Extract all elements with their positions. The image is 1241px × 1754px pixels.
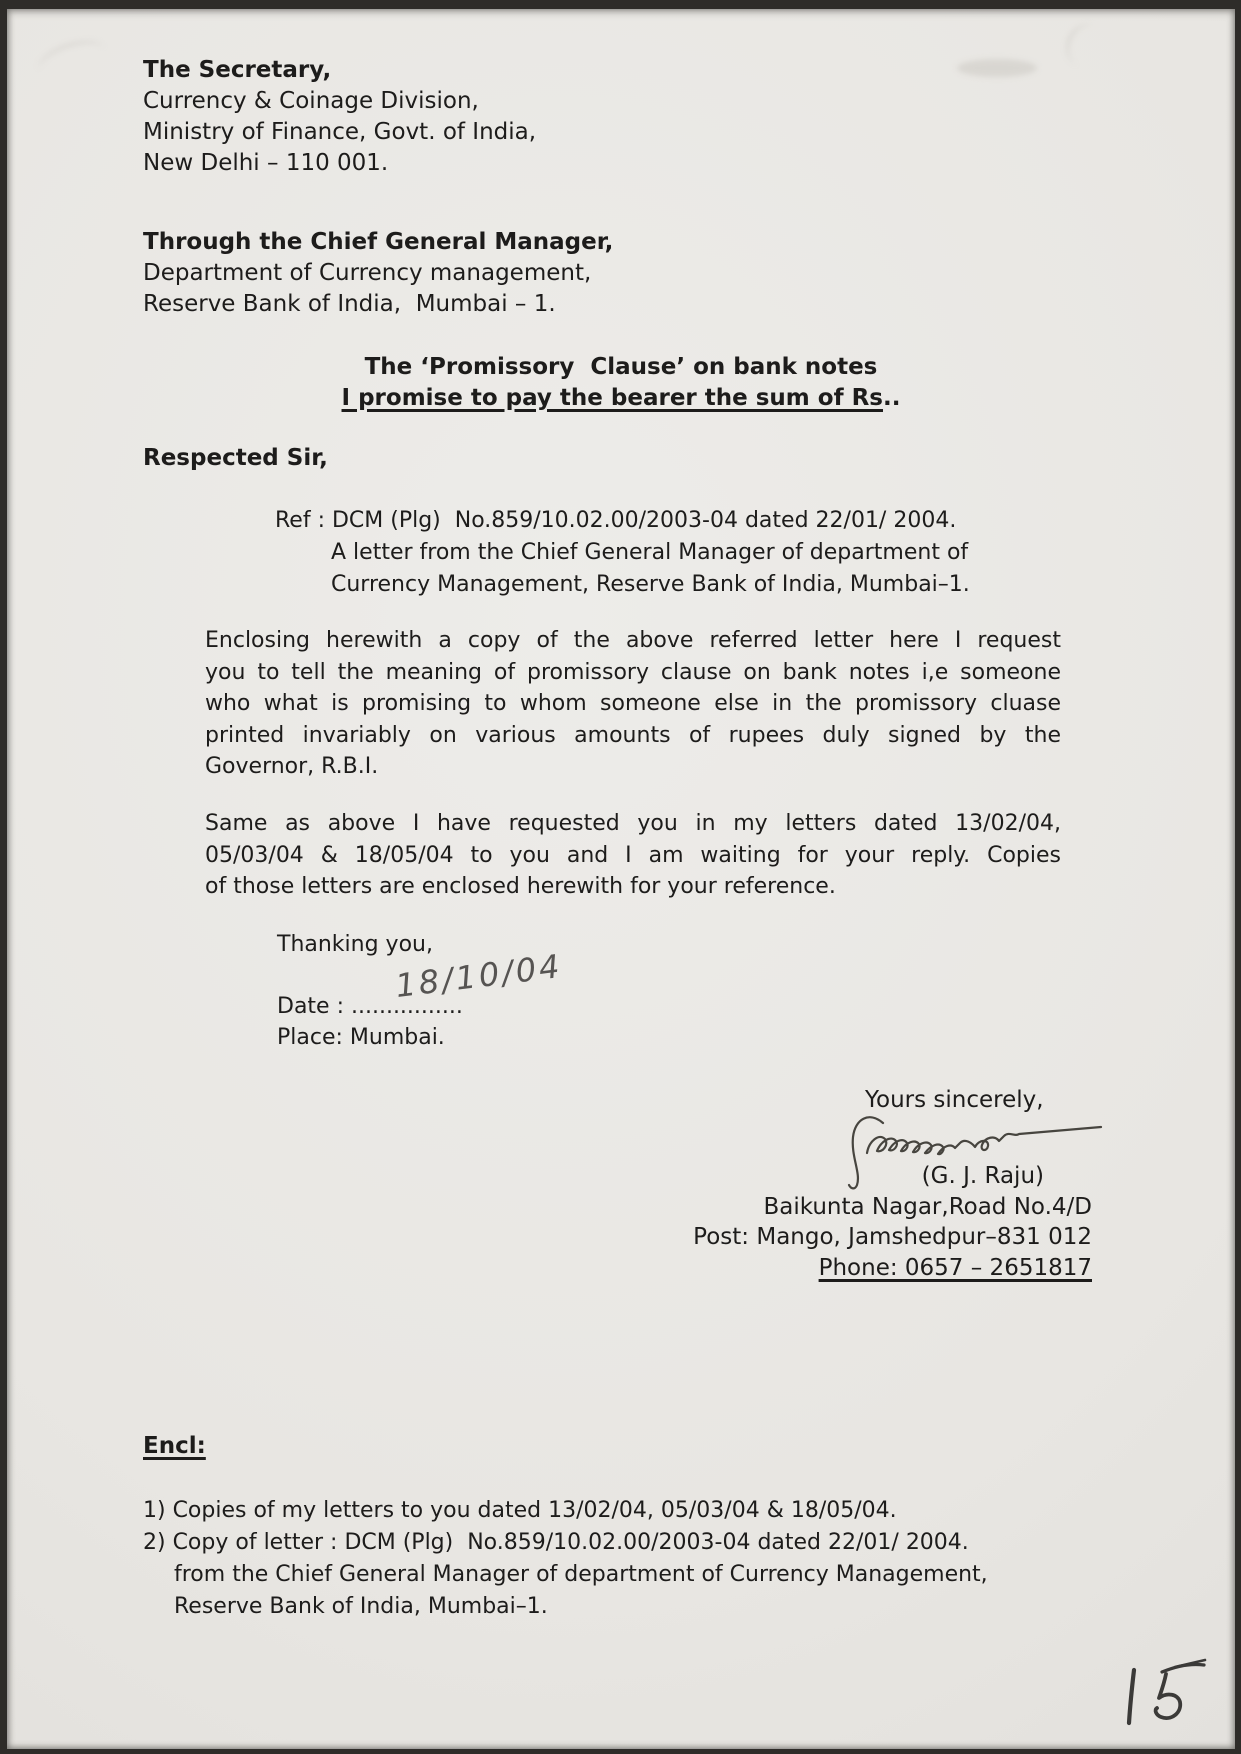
recipient-line: Ministry of Finance, Govt. of India,	[143, 119, 537, 145]
handwritten-date: 18/10/04	[393, 946, 565, 1006]
paragraph-line: Same as above I have requested you in my letters dated 13/02/04,	[205, 811, 1061, 836]
paragraph-line: who what is promising to whom someone else in the promissory cluase	[205, 691, 1061, 716]
letter-paper	[7, 9, 1235, 1749]
sender-phone	[607, 1253, 1092, 1284]
paragraph-line: printed invariably on various amounts of rupees duly signed by the	[205, 722, 1061, 748]
subject-heading	[7, 352, 1235, 414]
salutation: Respected Sir,	[143, 445, 328, 471]
enclosure-item-continuation: from the Chief General Manager of department of Currency Management,	[174, 1562, 988, 1587]
scan-smudge	[34, 34, 110, 86]
paragraph-line: of those letters are enclosed herewith for your reference.	[205, 874, 836, 899]
scan-smudge	[957, 59, 1037, 77]
enclosures-heading-text: Encl:	[143, 1433, 206, 1459]
subject-line2	[7, 383, 1235, 414]
recipient-title: The Secretary,	[143, 57, 332, 83]
subject-line2-suffix: ..	[883, 385, 901, 411]
body-paragraph-1	[205, 625, 1061, 783]
paragraph-line: Governor, R.B.I.	[205, 754, 379, 779]
reference-line3: Currency Management, Reserve Bank of India, Mumbai–1.	[331, 572, 970, 597]
scan-smudge	[1059, 17, 1116, 76]
sender-address-line2: Post: Mango, Jamshedpur–831 012	[693, 1224, 1092, 1250]
enclosure-item: 1) Copies of my letters to you dated 13/02/04, 05/03/04 & 18/05/04.	[143, 1498, 897, 1523]
paragraph-line: Enclosing herewith a copy of the above referred letter here I request	[205, 628, 1061, 653]
place-line: Place: Mumbai.	[277, 1025, 445, 1050]
reference-block	[275, 505, 970, 601]
paragraph-line: you to tell the meaning of promissory clause on bank notes i,e someone	[205, 659, 1061, 685]
sender-phone-text: Phone: 0657 – 2651817	[818, 1254, 1092, 1281]
through-address-block	[143, 227, 613, 320]
date-line: Date : ................	[277, 994, 463, 1019]
body-paragraph-2	[205, 808, 1061, 903]
recipient-line: Currency & Coinage Division,	[143, 88, 479, 114]
recipient-line: New Delhi – 110 001.	[143, 150, 389, 176]
handwritten-page-number	[1112, 1657, 1217, 1735]
through-line: Reserve Bank of India, Mumbai – 1.	[143, 291, 556, 317]
subject-line1: The ‘Promissory Clause’ on bank notes	[364, 354, 878, 380]
enclosure-item: 2) Copy of letter : DCM (Plg) No.859/10.02.00/2003-04 dated 22/01/ 2004.	[143, 1530, 969, 1555]
enclosure-item-continuation: Reserve Bank of India, Mumbai–1.	[174, 1594, 548, 1619]
enclosures-heading	[143, 1431, 206, 1462]
sender-name: (G. J. Raju)	[921, 1163, 1044, 1189]
through-title: Through the Chief General Manager,	[143, 229, 614, 255]
subject-line2-underlined: I promise to pay the bearer the sum of Rs	[341, 385, 883, 411]
through-line: Department of Currency management,	[143, 260, 592, 286]
date-place-block	[277, 991, 463, 1053]
paragraph-line: 05/03/04 & 18/05/04 to you and I am waiting for your reply. Copies	[205, 842, 1061, 868]
enclosures-list	[143, 1495, 988, 1623]
sender-address-line1: Baikunta Nagar,Road No.4/D	[763, 1193, 1092, 1220]
thanking-you: Thanking you,	[277, 932, 433, 957]
closing-yours-sincerely: Yours sincerely,	[865, 1087, 1044, 1113]
recipient-address-block	[143, 55, 536, 179]
reference-line1: Ref : DCM (Plg) No.859/10.02.00/2003-04 dated 22/01/ 2004.	[275, 508, 957, 533]
sender-address-block	[607, 1161, 1092, 1283]
reference-line2: A letter from the Chief General Manager of department of	[331, 540, 969, 565]
